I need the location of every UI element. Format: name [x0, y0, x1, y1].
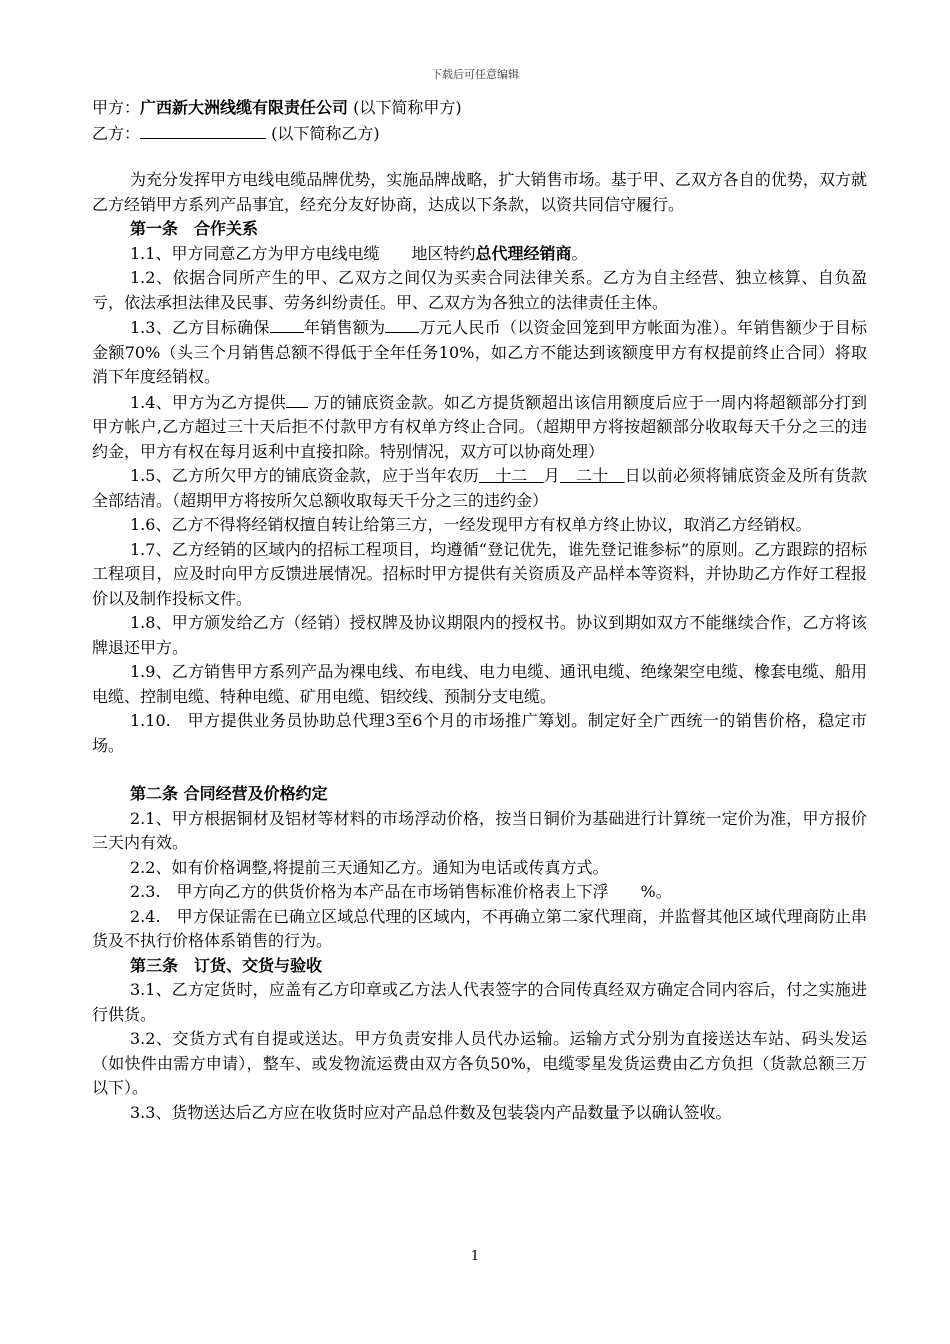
clause-3-3: 3.3、货物送达后乙方应在收货时应对产品总件数及包装袋内产品数量予以确认签收。 — [130, 1102, 732, 1122]
article-2-title: 第二条 合同经营及价格约定 — [130, 784, 328, 803]
spacer — [92, 146, 867, 168]
clause-1-1-end: 。 — [571, 243, 588, 263]
clause-1-1-text: 1.1、甲方同意乙方为甲方电线电缆 地区特约 — [130, 243, 476, 263]
clause-1-5-b: 月 — [543, 466, 560, 485]
party-b-name-blank — [140, 121, 266, 139]
clause-2-2: 2.2、如有价格调整,将提前三天通知乙方。通知为电话或传真方式。 — [130, 857, 609, 877]
clause-1-5-c: 日以前必须将铺底资金及所有货款全部结清。（超期甲方将按所欠总额收取每天千分之三的违约金） — [92, 466, 867, 510]
page-number: 1 — [470, 1249, 480, 1264]
clause-1-3-blank-amount — [385, 315, 419, 333]
clause-1-4-b: 万的铺底资金款。如乙方提货额超出该信用额度后应于一周内将超额部分打到甲方帐户,乙方超过三十天后拒不付款甲方有权单方终止合同。（超期甲方将按超额部分收取每天千分之三的违约金，甲方有权在每月返利中直接扣除。特别情况，双方可以协商处理） — [92, 392, 867, 461]
clause-1-7: 1.7、乙方经销的区域内的招标工程项目，均遵循“登记优先，谁先登记谁参标”的原则。乙方跟踪的招标工程项目，应及时向甲方反馈进展情况。招标时甲方提供有关资质及产品样本等资料，并协助乙方作好工程报价以及制作投标文件。 — [92, 539, 867, 608]
article-1-title: 第一条 合作关系 — [130, 219, 259, 238]
party-b-label: 乙方： — [92, 123, 141, 143]
clause-2-1: 2.1、甲方根据铜材及铝材等材料的市场浮动价格，按当日铜价为基础进行计算统一定价为准，甲方报价三天内有效。 — [92, 808, 867, 852]
clause-1-2: 1.2、依据合同所产生的甲、乙双方之间仅为买卖合同法律关系。乙方为自主经营、独立核算、自负盈亏，依法承担法律及民事、劳务纠纷责任。甲、乙双方为各独立的法律责任主体。 — [92, 268, 867, 312]
party-b-suffix: (以下简称乙方) — [266, 123, 380, 143]
clause-3-1: 3.1、乙方定货时，应盖有乙方印章或乙方法人代表签字的合同传真经双方确定合同内容后，付之实施进行供货。 — [92, 980, 867, 1024]
clause-2-4: 2.4. 甲方保证需在已确立区域总代理的区域内，不再确立第二家代理商，并监督其他区域代理商防止串货及不执行价格体系销售的行为。 — [92, 906, 867, 950]
clause-1-8: 1.8、甲方颁发给乙方（经销）授权牌及协议期限内的授权书。协议到期如双方不能继续合作，乙方将该牌退还甲方。 — [92, 613, 867, 657]
clause-1-5-month: 十二 — [479, 466, 544, 485]
party-a-name: 广西新大洲线缆有限责任公司 — [140, 98, 349, 117]
clause-1-9: 1.9、乙方销售甲方系列产品为裸电线、布电线、电力电缆、通讯电缆、绝缘架空电缆、橡套电缆、船用电缆、控制电缆、特种电缆、矿用电缆、铝绞线、预制分支电缆。 — [92, 662, 867, 706]
clause-1-4 — [92, 390, 867, 465]
clause-1-3-blank-year — [270, 315, 304, 333]
intro-paragraph: 为充分发挥甲方电线电缆品牌优势，实施品牌战略，扩大销售市场。基于甲、乙双方各自的优势，双方就乙方经销甲方系列产品事宜，经充分友好协商，达成以下条款，以资共同信守履行。 — [92, 170, 867, 214]
clause-1-3 — [92, 315, 867, 390]
party-a-suffix: (以下简称甲方) — [348, 98, 462, 117]
party-b-line — [92, 121, 867, 147]
clause-1-1 — [92, 242, 867, 267]
clause-1-3-b: 年销售额为 — [303, 318, 386, 337]
clause-1-1-bold: 总代理经销商 — [475, 243, 572, 263]
clause-1-4-a: 1.4、甲方为乙方提供 — [130, 392, 287, 412]
article-3-title: 第三条 订货、交货与验收 — [130, 955, 323, 975]
page-header-note: 下载后可任意编辑 — [431, 68, 519, 81]
party-a-line — [92, 96, 867, 121]
clause-1-3-c: 万元人民币（以资金回笼到甲方帐面为准）。年销售额少于目标金额70%（头三个月销售总额不得低于全年任务10%，如乙方不能达到该额度甲方有权提前终止合同）将取消下年度经销权。 — [92, 318, 867, 386]
clause-1-4-blank — [286, 390, 308, 408]
contract-page — [92, 96, 867, 1125]
clause-1-10: 1.10. 甲方提供业务员协助总代理3至6个月的市场推广筹划。制定好全广西统一的销售价格，稳定市场。 — [92, 711, 867, 755]
party-a-label: 甲方： — [92, 98, 141, 117]
clause-3-2: 3.2、交货方式有自提或送达。甲方负责安排人员代办运输。运输方式分别为直接送达车站、码头发运（如快件由需方申请），整车、或发物流运费由双方各负50%，电缆零星发货运费由乙方负担（货款总额三万以下）。 — [92, 1029, 867, 1097]
clause-1-5-a: 1.5、乙方所欠甲方的铺底资金款，应于当年农历 — [130, 466, 480, 485]
spacer — [92, 758, 867, 782]
clause-1-6: 1.6、乙方不得将经销权擅自转让给第三方，一经发现甲方有权单方终止协议，取消乙方经销权。 — [130, 515, 812, 534]
clause-2-3: 2.3. 甲方向乙方的供货价格为本产品在市场销售标准价格表上下浮 %。 — [130, 882, 672, 901]
clause-1-5-day: 二十 — [559, 466, 625, 485]
clause-1-3-a: 1.3、乙方目标确保 — [130, 318, 270, 337]
clause-1-5 — [92, 464, 867, 513]
